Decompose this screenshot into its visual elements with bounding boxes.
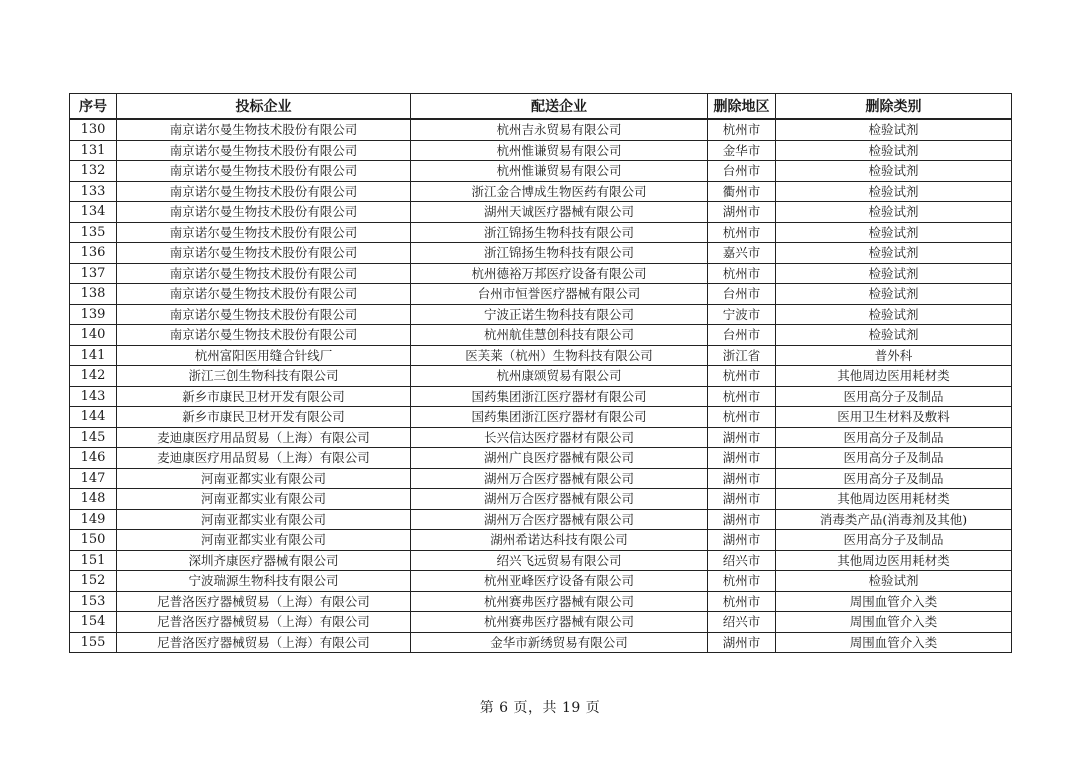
row-distributor: 浙江金合博成生物医药有限公司 xyxy=(411,181,708,202)
row-bidder: 南京诺尔曼生物技术股份有限公司 xyxy=(117,263,411,284)
row-distributor: 浙江锦扬生物科技有限公司 xyxy=(411,243,708,264)
table-row xyxy=(70,427,1012,448)
row-bidder: 南京诺尔曼生物技术股份有限公司 xyxy=(117,304,411,325)
row-distributor: 台州市恒誉医疗器械有限公司 xyxy=(411,284,708,305)
row-category: 检验试剂 xyxy=(776,222,1012,243)
row-region: 杭州市 xyxy=(708,366,776,387)
row-bidder: 南京诺尔曼生物技术股份有限公司 xyxy=(117,140,411,161)
row-distributor: 杭州赛弗医疗器械有限公司 xyxy=(411,591,708,612)
row-seq: 137 xyxy=(70,263,117,284)
row-category: 检验试剂 xyxy=(776,325,1012,346)
row-category: 检验试剂 xyxy=(776,161,1012,182)
table-row xyxy=(70,550,1012,571)
row-category: 检验试剂 xyxy=(776,181,1012,202)
row-distributor: 湖州万合医疗器械有限公司 xyxy=(411,468,708,489)
row-category: 检验试剂 xyxy=(776,119,1012,140)
row-distributor: 宁波正诺生物科技有限公司 xyxy=(411,304,708,325)
row-category: 消毒类产品(消毒剂及其他) xyxy=(776,509,1012,530)
table-row xyxy=(70,161,1012,182)
row-region: 湖州市 xyxy=(708,489,776,510)
table-row xyxy=(70,530,1012,551)
table-row xyxy=(70,571,1012,592)
table-row xyxy=(70,448,1012,469)
table-row xyxy=(70,243,1012,264)
row-seq: 149 xyxy=(70,509,117,530)
row-seq: 154 xyxy=(70,612,117,633)
row-bidder: 尼普洛医疗器械贸易（上海）有限公司 xyxy=(117,612,411,633)
row-region: 杭州市 xyxy=(708,222,776,243)
deletion-table xyxy=(69,93,1012,653)
row-distributor: 湖州万合医疗器械有限公司 xyxy=(411,509,708,530)
row-bidder: 麦迪康医疗用品贸易（上海）有限公司 xyxy=(117,427,411,448)
table-row xyxy=(70,612,1012,633)
row-category: 其他周边医用耗材类 xyxy=(776,489,1012,510)
row-bidder: 南京诺尔曼生物技术股份有限公司 xyxy=(117,202,411,223)
row-region: 绍兴市 xyxy=(708,550,776,571)
row-seq: 147 xyxy=(70,468,117,489)
row-category: 医用卫生材料及敷料 xyxy=(776,407,1012,428)
row-region: 金华市 xyxy=(708,140,776,161)
table-row xyxy=(70,366,1012,387)
row-bidder: 新乡市康民卫材开发有限公司 xyxy=(117,386,411,407)
row-category: 医用高分子及制品 xyxy=(776,530,1012,551)
row-category: 其他周边医用耗材类 xyxy=(776,550,1012,571)
row-seq: 148 xyxy=(70,489,117,510)
row-region: 嘉兴市 xyxy=(708,243,776,264)
table-row xyxy=(70,591,1012,612)
row-distributor: 国药集团浙江医疗器材有限公司 xyxy=(411,407,708,428)
row-category: 检验试剂 xyxy=(776,284,1012,305)
table-row xyxy=(70,345,1012,366)
row-seq: 131 xyxy=(70,140,117,161)
row-region: 杭州市 xyxy=(708,571,776,592)
row-distributor: 杭州惟谦贸易有限公司 xyxy=(411,161,708,182)
row-seq: 146 xyxy=(70,448,117,469)
row-region: 湖州市 xyxy=(708,632,776,653)
row-distributor: 杭州航佳慧创科技有限公司 xyxy=(411,325,708,346)
row-bidder: 南京诺尔曼生物技术股份有限公司 xyxy=(117,243,411,264)
row-category: 检验试剂 xyxy=(776,263,1012,284)
row-bidder: 浙江三创生物科技有限公司 xyxy=(117,366,411,387)
row-distributor: 长兴信达医疗器材有限公司 xyxy=(411,427,708,448)
table-row xyxy=(70,140,1012,161)
row-bidder: 尼普洛医疗器械贸易（上海）有限公司 xyxy=(117,591,411,612)
row-category: 医用高分子及制品 xyxy=(776,448,1012,469)
row-seq: 133 xyxy=(70,181,117,202)
row-seq: 136 xyxy=(70,243,117,264)
row-category: 医用高分子及制品 xyxy=(776,427,1012,448)
row-region: 湖州市 xyxy=(708,468,776,489)
row-distributor: 杭州德裕万邦医疗设备有限公司 xyxy=(411,263,708,284)
row-region: 杭州市 xyxy=(708,386,776,407)
row-distributor: 浙江锦扬生物科技有限公司 xyxy=(411,222,708,243)
row-distributor: 金华市新绣贸易有限公司 xyxy=(411,632,708,653)
table-row xyxy=(70,119,1012,140)
row-region: 湖州市 xyxy=(708,509,776,530)
row-seq: 144 xyxy=(70,407,117,428)
table-row xyxy=(70,468,1012,489)
row-category: 检验试剂 xyxy=(776,571,1012,592)
row-seq: 135 xyxy=(70,222,117,243)
row-bidder: 新乡市康民卫材开发有限公司 xyxy=(117,407,411,428)
header-region: 删除地区 xyxy=(708,94,776,120)
row-category: 其他周边医用耗材类 xyxy=(776,366,1012,387)
table-body xyxy=(70,119,1012,653)
row-seq: 145 xyxy=(70,427,117,448)
row-category: 周围血管介入类 xyxy=(776,591,1012,612)
row-region: 衢州市 xyxy=(708,181,776,202)
header-distributor: 配送企业 xyxy=(411,94,708,120)
row-region: 杭州市 xyxy=(708,407,776,428)
row-seq: 152 xyxy=(70,571,117,592)
row-seq: 153 xyxy=(70,591,117,612)
row-bidder: 河南亚都实业有限公司 xyxy=(117,509,411,530)
row-region: 湖州市 xyxy=(708,427,776,448)
row-seq: 143 xyxy=(70,386,117,407)
table-row xyxy=(70,325,1012,346)
row-region: 绍兴市 xyxy=(708,612,776,633)
table-row xyxy=(70,509,1012,530)
row-distributor: 湖州广良医疗器械有限公司 xyxy=(411,448,708,469)
row-bidder: 河南亚都实业有限公司 xyxy=(117,530,411,551)
row-category: 周围血管介入类 xyxy=(776,632,1012,653)
table-row xyxy=(70,181,1012,202)
table-row xyxy=(70,407,1012,428)
row-category: 检验试剂 xyxy=(776,304,1012,325)
row-distributor: 国药集团浙江医疗器材有限公司 xyxy=(411,386,708,407)
row-seq: 138 xyxy=(70,284,117,305)
row-category: 检验试剂 xyxy=(776,140,1012,161)
row-bidder: 深圳齐康医疗器械有限公司 xyxy=(117,550,411,571)
table-row xyxy=(70,263,1012,284)
row-seq: 142 xyxy=(70,366,117,387)
row-seq: 132 xyxy=(70,161,117,182)
table-row xyxy=(70,386,1012,407)
row-distributor: 杭州亚峰医疗设备有限公司 xyxy=(411,571,708,592)
table-row xyxy=(70,489,1012,510)
row-seq: 141 xyxy=(70,345,117,366)
row-region: 湖州市 xyxy=(708,448,776,469)
row-bidder: 南京诺尔曼生物技术股份有限公司 xyxy=(117,181,411,202)
table-header-row xyxy=(70,94,1012,120)
row-distributor: 湖州万合医疗器械有限公司 xyxy=(411,489,708,510)
row-bidder: 南京诺尔曼生物技术股份有限公司 xyxy=(117,325,411,346)
row-bidder: 南京诺尔曼生物技术股份有限公司 xyxy=(117,284,411,305)
row-region: 台州市 xyxy=(708,325,776,346)
row-distributor: 绍兴飞远贸易有限公司 xyxy=(411,550,708,571)
row-category: 周围血管介入类 xyxy=(776,612,1012,633)
row-region: 杭州市 xyxy=(708,119,776,140)
row-region: 台州市 xyxy=(708,161,776,182)
row-category: 普外科 xyxy=(776,345,1012,366)
row-distributor: 杭州惟谦贸易有限公司 xyxy=(411,140,708,161)
table-row xyxy=(70,284,1012,305)
row-seq: 130 xyxy=(70,119,117,140)
row-category: 医用高分子及制品 xyxy=(776,386,1012,407)
row-bidder: 杭州富阳医用缝合针线厂 xyxy=(117,345,411,366)
row-region: 宁波市 xyxy=(708,304,776,325)
row-seq: 150 xyxy=(70,530,117,551)
header-category: 删除类别 xyxy=(776,94,1012,120)
row-seq: 155 xyxy=(70,632,117,653)
row-seq: 151 xyxy=(70,550,117,571)
row-region: 湖州市 xyxy=(708,530,776,551)
table-row xyxy=(70,304,1012,325)
table-row xyxy=(70,202,1012,223)
row-seq: 140 xyxy=(70,325,117,346)
row-bidder: 河南亚都实业有限公司 xyxy=(117,468,411,489)
row-seq: 134 xyxy=(70,202,117,223)
row-bidder: 南京诺尔曼生物技术股份有限公司 xyxy=(117,222,411,243)
table-row xyxy=(70,222,1012,243)
row-bidder: 南京诺尔曼生物技术股份有限公司 xyxy=(117,161,411,182)
row-distributor: 湖州天诚医疗器械有限公司 xyxy=(411,202,708,223)
row-region: 浙江省 xyxy=(708,345,776,366)
row-region: 杭州市 xyxy=(708,591,776,612)
header-bidder: 投标企业 xyxy=(117,94,411,120)
table-row xyxy=(70,632,1012,653)
row-bidder: 尼普洛医疗器械贸易（上海）有限公司 xyxy=(117,632,411,653)
row-region: 台州市 xyxy=(708,284,776,305)
row-bidder: 河南亚都实业有限公司 xyxy=(117,489,411,510)
row-bidder: 麦迪康医疗用品贸易（上海）有限公司 xyxy=(117,448,411,469)
row-distributor: 杭州赛弗医疗器械有限公司 xyxy=(411,612,708,633)
row-category: 检验试剂 xyxy=(776,243,1012,264)
page-number: 第 6 页，共 19 页 xyxy=(479,700,601,716)
row-distributor: 医芙莱（杭州）生物科技有限公司 xyxy=(411,345,708,366)
row-distributor: 杭州吉永贸易有限公司 xyxy=(411,119,708,140)
row-category: 医用高分子及制品 xyxy=(776,468,1012,489)
row-distributor: 湖州希诺达科技有限公司 xyxy=(411,530,708,551)
row-bidder: 宁波瑞源生物科技有限公司 xyxy=(117,571,411,592)
row-bidder: 南京诺尔曼生物技术股份有限公司 xyxy=(117,119,411,140)
row-region: 湖州市 xyxy=(708,202,776,223)
row-seq: 139 xyxy=(70,304,117,325)
row-distributor: 杭州康颂贸易有限公司 xyxy=(411,366,708,387)
row-category: 检验试剂 xyxy=(776,202,1012,223)
row-region: 杭州市 xyxy=(708,263,776,284)
header-seq: 序号 xyxy=(70,94,117,120)
